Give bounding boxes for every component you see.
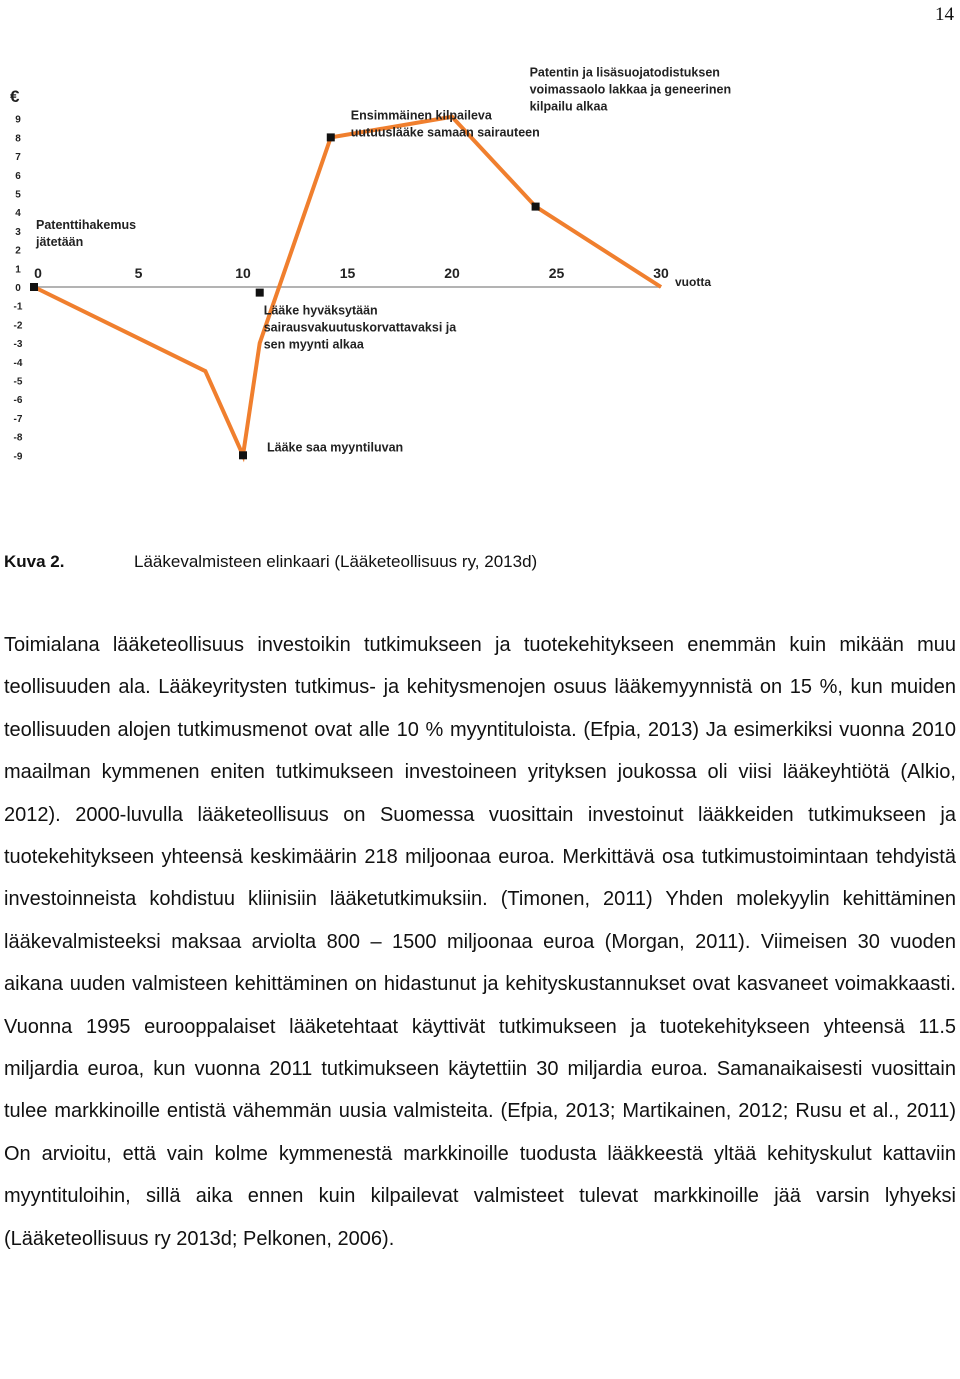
milestone-label: uutuuslääke samaan sairauteen bbox=[350, 125, 540, 140]
milestone-label: Ensimmäinen kilpaileva bbox=[350, 108, 492, 123]
milestone-label: Patentin ja lisäsuojatodistuksen bbox=[529, 65, 720, 80]
lifecycle-chart-svg bbox=[0, 65, 780, 478]
milestone-marker bbox=[256, 289, 264, 297]
milestone-label: jätetään bbox=[36, 235, 84, 249]
figure-caption bbox=[4, 552, 944, 572]
body-text bbox=[4, 624, 956, 1260]
y-tick-label: 5 bbox=[15, 189, 21, 201]
y-tick-label: 0 bbox=[15, 283, 21, 294]
y-tick-label: -1 bbox=[13, 301, 23, 313]
milestone-marker bbox=[239, 451, 247, 459]
y-tick-label: -9 bbox=[13, 451, 23, 463]
x-tick-label: 10 bbox=[235, 265, 251, 281]
milestone-label: kilpailu alkaa bbox=[529, 99, 608, 114]
y-tick-label: 2 bbox=[15, 245, 21, 257]
y-tick-label: -8 bbox=[13, 432, 23, 444]
currency-symbol: € bbox=[10, 87, 20, 106]
milestone-marker bbox=[532, 203, 540, 211]
x-tick-label: 20 bbox=[444, 265, 460, 281]
milestone-label: sairausvakuutuskorvattavaksi ja bbox=[263, 320, 457, 335]
x-tick-label: 0 bbox=[34, 265, 42, 281]
milestone-label: Patenttihakemus bbox=[36, 218, 137, 232]
y-tick-label: -3 bbox=[13, 339, 23, 351]
y-tick-label: 3 bbox=[15, 226, 21, 238]
x-tick-label: 5 bbox=[134, 265, 143, 281]
y-tick-label: 9 bbox=[15, 114, 21, 126]
milestone-label: Lääke saa myyntiluvan bbox=[267, 440, 404, 455]
page-number: 14 bbox=[935, 4, 954, 25]
x-unit-label: vuotta bbox=[675, 275, 711, 289]
milestone-marker bbox=[327, 133, 335, 141]
y-tick-label: -2 bbox=[13, 320, 23, 332]
milestone-label: voimassaolo lakkaa ja geneerinen bbox=[529, 82, 732, 97]
y-tick-label: 8 bbox=[15, 133, 21, 145]
y-tick-label: -4 bbox=[13, 357, 23, 369]
caption-text: Lääkevalmisteen elinkaari (Lääketeollisuus ry, 2013d) bbox=[134, 552, 538, 571]
y-tick-label: 7 bbox=[15, 152, 21, 164]
caption-label: Kuva 2. bbox=[4, 552, 65, 571]
y-tick-label: 1 bbox=[15, 264, 21, 276]
milestone-label: Lääke hyväksytään bbox=[263, 303, 378, 318]
y-tick-label: -5 bbox=[13, 376, 23, 388]
x-tick-label: 15 bbox=[339, 265, 356, 281]
body-paragraph: Toimialana lääketeollisuus investoikin tutkimukseen ja tuotekehitykseen enemmän kuin mikään muu teollisuuden ala. Lääkeyritysten tutkimus- ja kehitysmenojen osuus lääkemyynnistä on 15 %, kun muiden teollisuuden alojen tutkimusmenot ovat alle 10 % myyntituloista. (Efpia, 2013) Ja esimerkiksi vuonna 2010 maailman kymmenen eniten tutkimukseen investoineen yrityksen joukossa oli viisi lääkeyhtiötä (Alkio, 2012). 2000-luvulla lääketeollisuus on Suomessa vuosittain investoinut lääkkeiden tutkimukseen ja tuotekehitykseen yhteensä keskimäärin 218 miljoonaa euroa. Merkittävä osa tutkimustoimintaan tehdyistä investoinneista kohdistuu kliinisiin lääketutkimuksiin. (Timonen, 2011) Yhden molekyylin kehittäminen lääkevalmisteeksi maksaa arviolta 800 – 1500 miljoonaa euroa (Morgan, 2011). Viimeisen 30 vuoden aikana uuden valmisteen kehittäminen on hidastunut ja kehityskustannukset ovat kasvaneet voimakkaasti. Vuonna 1995 eurooppalaiset lääketehtaat käyttivät tutkimukseen ja tuotekehitykseen yhteensä 11.5 miljardia euroa, kun vuonna 2011 tutkimukseen käytettiin 30 miljardia euroa. Samanaikaisesti vuosittain tulee markkinoille entistä vähemmän uusia valmisteita. (Efpia, 2013; Martikainen, 2012; Rusu et al., 2011) On arvioitu, että vain kolme kymmenestä markkinoille tuodusta lääkkeestä yltää kehityskulut kattaviin myyntituloihin, sillä aika ennen kuin kilpailevat valmisteet tulevat markkinoille jää varsin lyhyeksi (Lääketeollisuus ry 2013d; Pelkonen, 2006). bbox=[4, 634, 956, 1250]
y-tick-label: 6 bbox=[15, 170, 21, 182]
y-tick-label: -7 bbox=[13, 413, 23, 425]
milestone-marker bbox=[30, 283, 38, 291]
x-tick-label: 25 bbox=[548, 265, 565, 281]
x-tick-label: 30 bbox=[653, 265, 669, 281]
lifecycle-chart bbox=[0, 65, 780, 478]
y-tick-label: -6 bbox=[13, 395, 23, 407]
y-tick-label: 4 bbox=[15, 208, 21, 220]
milestone-label: sen myynti alkaa bbox=[263, 337, 364, 352]
lifecycle-line bbox=[34, 117, 661, 455]
